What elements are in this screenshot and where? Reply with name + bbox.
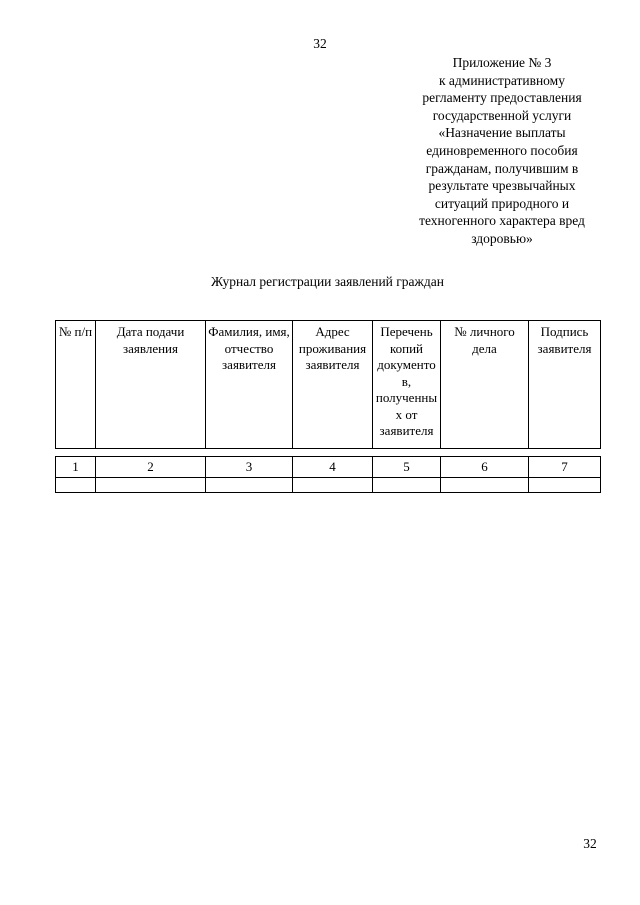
column-number-cell: 6 [441,457,529,478]
page-number-bottom: 32 [583,836,597,851]
empty-cell [206,478,293,493]
column-header-file-number: № личного дела [441,321,529,449]
column-number-cell: 7 [529,457,601,478]
annex-line: гражданам, получившим в [425,160,579,176]
annex-line: единовременного пособия [426,142,578,158]
column-header-number: № п/п [56,321,96,449]
empty-cell [56,478,96,493]
column-header-name: Фамилия, имя, отчество заявителя [206,321,293,449]
column-number-row [56,457,601,478]
empty-cell [529,478,601,493]
annex-line: ситуаций природного и [434,195,570,211]
empty-cell [441,478,529,493]
empty-entry-row [56,478,601,493]
annex-heading [362,54,640,248]
annex-line: здоровью» [471,230,533,246]
annex-line: «Назначение выплаты [438,125,566,141]
page-number-top: 32 [313,36,327,51]
column-header-signature: Подпись заявителя [529,321,601,449]
column-header-address: Адрес проживания заявителя [293,321,373,449]
annex-line: техногенного характера вред [419,213,585,229]
annex-line: регламенту предоставления [422,90,582,106]
annex-line: Приложение № 3 [452,55,552,70]
column-number-cell: 1 [56,457,96,478]
document-title: Журнал регистрации заявлений граждан [211,274,444,289]
register-table-body [55,456,601,493]
column-number-cell: 5 [373,457,441,478]
empty-cell [373,478,441,493]
column-header-date: Дата подачи заявления [96,321,206,449]
column-header-documents: Перечень копий документов, полученных от заявителя [373,321,441,449]
column-number-cell: 4 [293,457,373,478]
annex-line: к административному [439,72,565,88]
annex-line: государственной услуги [432,107,572,123]
empty-cell [293,478,373,493]
annex-line: результате чрезвычайных [428,178,576,194]
register-table-header [55,320,601,449]
empty-cell [96,478,206,493]
column-number-cell: 3 [206,457,293,478]
table-header-row [56,321,601,449]
column-number-cell: 2 [96,457,206,478]
